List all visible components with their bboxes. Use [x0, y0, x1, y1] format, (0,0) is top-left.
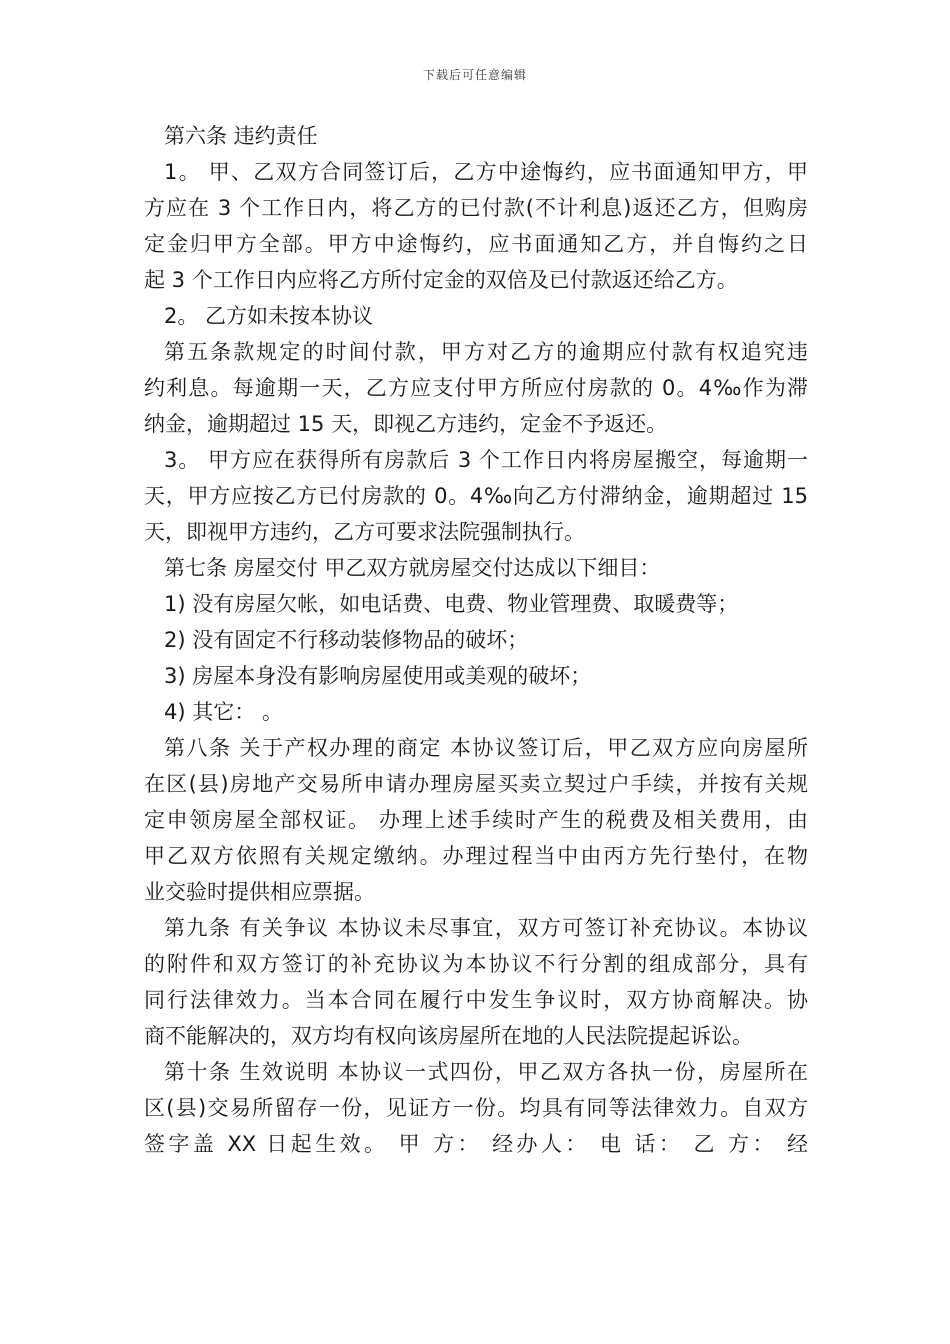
text-line: 同行法律效力。当本合同在履行中发生争议时，双方协商解决。协 [144, 988, 808, 1012]
text-line: 4) 其它： 。 [164, 700, 283, 724]
text-line: 的附件和双方签订的补充协议为本协议不行分割的组成部分，具有 [144, 952, 808, 976]
text-line: 天，即视甲方违约，乙方可要求法院强制执行。 [144, 520, 585, 544]
text-line: 第九条 有关争议 本协议未尽事宜，双方可签订补充协议。本协议 [164, 916, 808, 940]
text-line: 定金归甲方全部。甲方中途悔约，应书面通知乙方，并自悔约之日 [144, 232, 808, 256]
text-line: 1) 没有房屋欠帐，如电话费、电费、物业管理费、取暖费等； [164, 592, 739, 616]
text-line: 1。 甲、乙双方合同签订后，乙方中途悔约，应书面通知甲方，甲 [164, 160, 808, 184]
text-line: 3) 房屋本身没有影响房屋使用或美观的破坏； [164, 664, 592, 688]
text-line: 在区(县)房地产交易所申请办理房屋买卖立契过户手续，并按有关规 [144, 772, 808, 796]
text-line: 3。 甲方应在获得所有房款后 3 个工作日内将房屋搬空，每逾期一 [164, 448, 808, 472]
text-line: 第十条 生效说明 本协议一式四份，甲乙双方各执一份，房屋所在 [164, 1060, 808, 1084]
text-line: 第七条 房屋交付 甲乙双方就房屋交付达成以下细目： [164, 556, 661, 580]
text-line: 约利息。每逾期一天，乙方应支付甲方所应付房款的 0。4‰作为滞 [144, 376, 808, 400]
text-line: 起 3 个工作日内应将乙方所付定金的双倍及已付款返还给乙方。 [144, 268, 738, 292]
text-line: 定申领房屋全部权证。 办理上述手续时产生的税费及相关费用，由 [144, 808, 808, 832]
text-line: 第八条 关于产权办理的商定 本协议签订后，甲乙双方应向房屋所 [164, 736, 808, 760]
text-line: 区(县)交易所留存一份，见证方一份。均具有同等法律效力。自双方 [144, 1096, 808, 1120]
document-body [144, 118, 808, 1162]
text-line: 第五条款规定的时间付款，甲方对乙方的逾期应付款有权追究违 [164, 340, 808, 364]
text-line: 签字盖 XX 日起生效。 甲 方： 经办人： 电 话： 乙 方： 经 [144, 1132, 808, 1156]
text-line: 2。 乙方如未按本协议 [164, 304, 374, 328]
text-line: 天，甲方应按乙方已付房款的 0。4‰向乙方付滞纳金，逾期超过 15 [144, 484, 808, 508]
text-line: 纳金，逾期超过 15 天，即视乙方违约，定金不予返还。 [144, 412, 668, 436]
text-line: 第六条 违约责任 [164, 124, 318, 148]
text-line: 2) 没有固定不行移动装修物品的破坏； [164, 628, 529, 652]
text-line: 甲乙双方依照有关规定缴纳。办理过程当中由丙方先行垫付，在物 [144, 844, 808, 868]
text-line: 方应在 3 个工作日内，将乙方的已付款(不计利息)返还乙方，但购房 [144, 196, 808, 220]
page-header: 下载后可任意编辑 [422, 68, 527, 82]
text-line: 业交验时提供相应票据。 [144, 880, 375, 904]
text-line: 商不能解决的，双方均有权向该房屋所在地的人民法院提起诉讼。 [144, 1024, 753, 1048]
